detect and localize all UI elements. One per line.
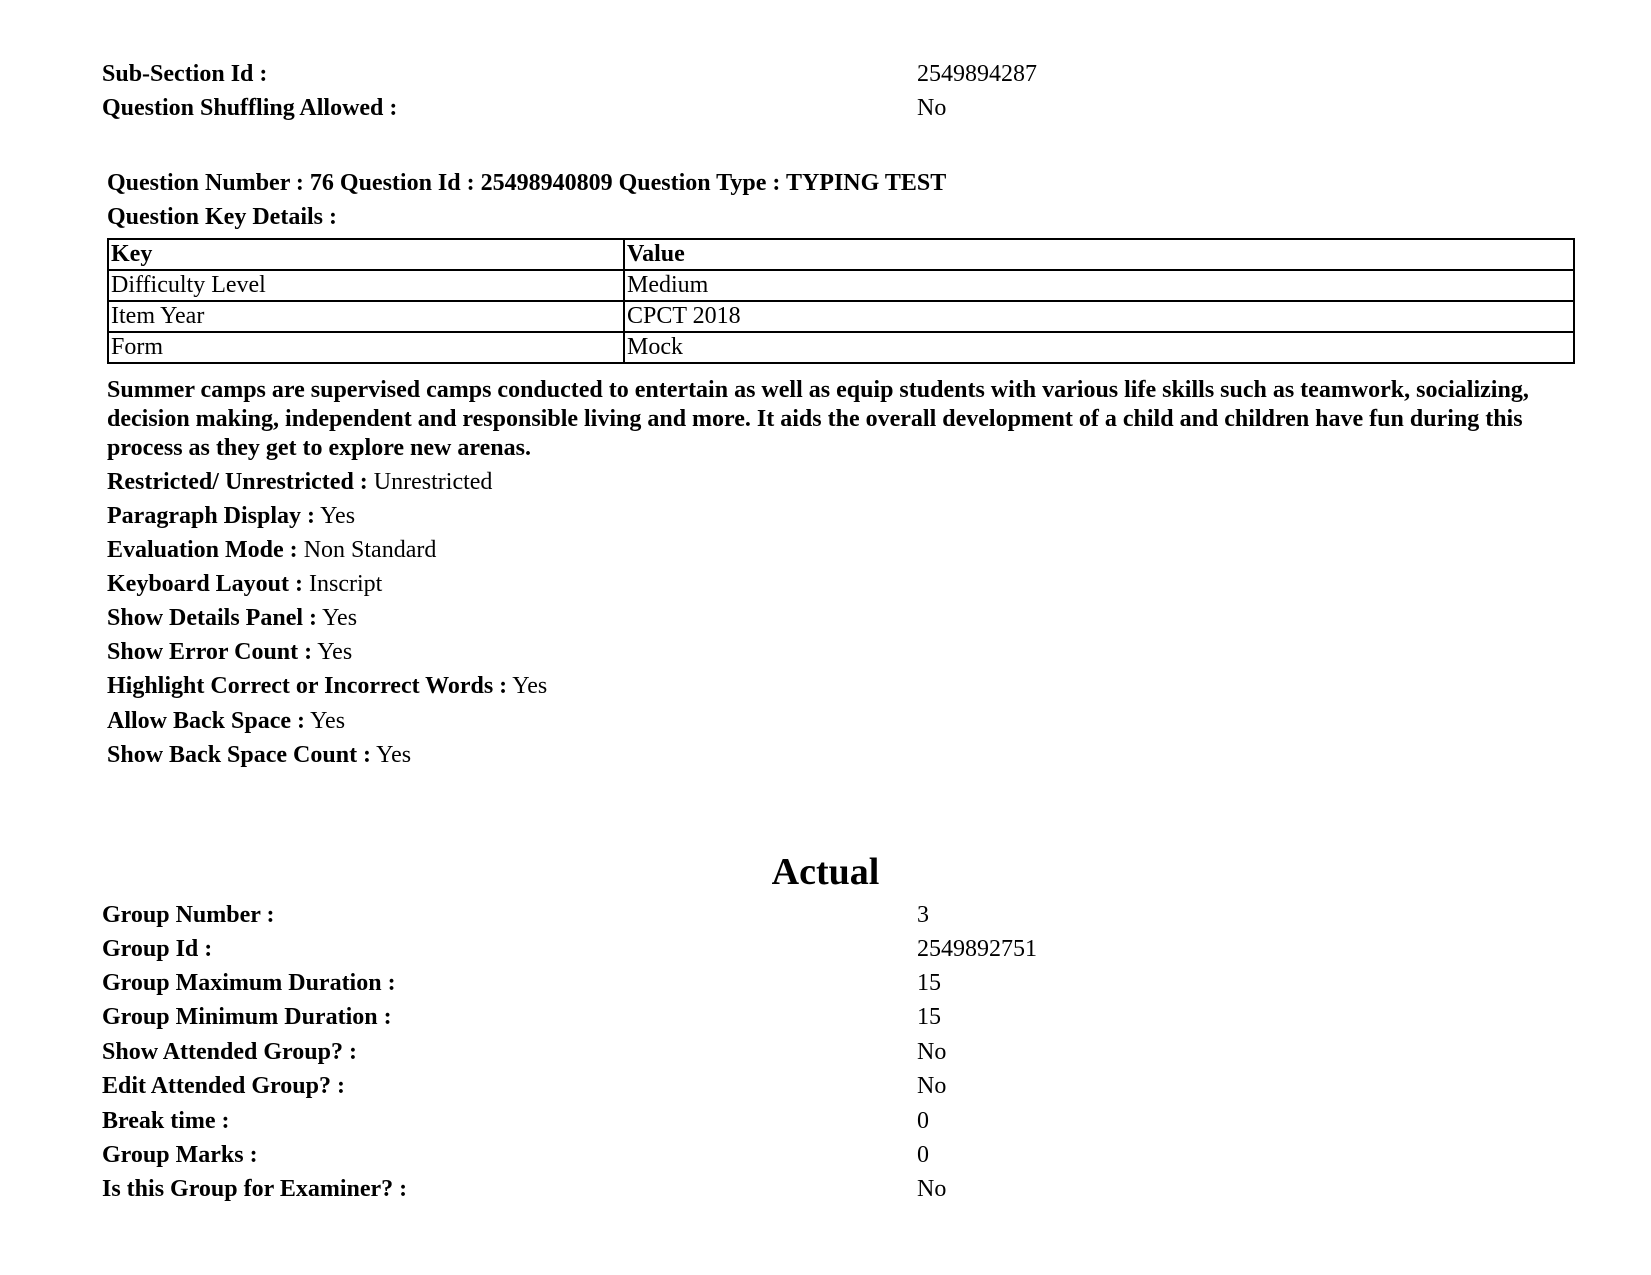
table-cell-key: Form — [108, 332, 624, 363]
field-value: 15 — [917, 1004, 941, 1030]
field-label: Show Attended Group? : — [102, 1039, 357, 1065]
attribute-label: Show Details Panel : — [107, 605, 317, 631]
field-label: Is this Group for Examiner? : — [102, 1176, 408, 1202]
attribute-label: Allow Back Space : — [107, 708, 305, 734]
field-value: No — [917, 95, 947, 121]
field-value: No — [917, 1073, 947, 1099]
subsection-id-row — [102, 57, 1502, 91]
attribute-value: Yes — [317, 639, 353, 665]
table-header-row — [108, 239, 1574, 270]
attribute-row — [107, 601, 357, 635]
attribute-label: Restricted/ Unrestricted : — [107, 469, 368, 495]
attribute-label: Paragraph Display : — [107, 503, 316, 529]
attribute-value: Inscript — [309, 571, 383, 597]
attribute-row — [107, 704, 345, 738]
field-value: No — [917, 1039, 947, 1065]
field-value: 0 — [917, 1142, 929, 1168]
attribute-row — [107, 533, 436, 567]
question-key-table — [107, 238, 1575, 364]
attribute-row — [107, 465, 492, 499]
field-value: 0 — [917, 1108, 929, 1134]
table-header-value: Value — [624, 239, 1574, 270]
group-info-row — [102, 1138, 1502, 1172]
section-title: Actual — [771, 851, 880, 893]
group-info-row — [102, 1000, 1502, 1034]
field-label: Break time : — [102, 1108, 230, 1134]
attribute-row — [107, 669, 547, 703]
attribute-label: Keyboard Layout : — [107, 571, 304, 597]
table-row — [108, 301, 1574, 332]
attribute-row — [107, 635, 352, 669]
field-label: Group Number : — [102, 902, 275, 928]
table-header-key: Key — [108, 239, 624, 270]
attribute-value: Yes — [376, 742, 412, 768]
field-label: Group Maximum Duration : — [102, 970, 396, 996]
field-value: 2549894287 — [917, 61, 1037, 87]
question-shuffling-row — [102, 91, 1502, 125]
field-label: Sub-Section Id : — [102, 61, 268, 87]
attribute-label: Highlight Correct or Incorrect Words : — [107, 673, 508, 699]
table-cell-key: Difficulty Level — [108, 270, 624, 301]
field-value: 15 — [917, 970, 941, 996]
group-info-row — [102, 966, 1502, 1000]
typing-passage: Summer camps are supervised camps conducted to entertain as well as equip students with various life skills such as teamwork, socializing, decision making, independent and responsible living and more. It aids the overall development of a child and children have fun during this process as they get to explore new arenas. — [107, 377, 1529, 461]
field-label: Edit Attended Group? : — [102, 1073, 345, 1099]
field-label: Group Id : — [102, 936, 213, 962]
attribute-value: Unrestricted — [373, 469, 493, 495]
group-info-row — [102, 932, 1502, 966]
attribute-row — [107, 567, 382, 601]
attribute-label: Show Back Space Count : — [107, 742, 372, 768]
table-row — [108, 270, 1574, 301]
question-key-details-label: Question Key Details : — [107, 204, 337, 230]
field-value: 2549892751 — [917, 936, 1037, 962]
attribute-value: Yes — [322, 605, 358, 631]
attribute-row — [107, 499, 355, 533]
table-cell-value: CPCT 2018 — [624, 301, 1574, 332]
table-cell-key: Item Year — [108, 301, 624, 332]
attribute-row — [107, 738, 411, 772]
attribute-value: Yes — [320, 503, 356, 529]
attribute-value: Non Standard — [303, 537, 437, 563]
table-row — [108, 332, 1574, 363]
group-info-row — [102, 1069, 1502, 1103]
field-label: Question Shuffling Allowed : — [102, 95, 398, 121]
field-value: No — [917, 1176, 947, 1202]
table-cell-value: Medium — [624, 270, 1574, 301]
attribute-value: Yes — [310, 708, 346, 734]
attribute-label: Evaluation Mode : — [107, 537, 298, 563]
group-info-row — [102, 1104, 1502, 1138]
table-cell-value: Mock — [624, 332, 1574, 363]
group-info-row — [102, 1172, 1502, 1206]
attribute-value: Yes — [512, 673, 548, 699]
field-label: Group Minimum Duration : — [102, 1004, 392, 1030]
group-info-row — [102, 1035, 1502, 1069]
attribute-label: Show Error Count : — [107, 639, 313, 665]
question-header: Question Number : 76 Question Id : 25498940809 Question Type : TYPING TEST — [107, 170, 947, 196]
field-value: 3 — [917, 902, 929, 928]
group-info-row — [102, 898, 1502, 932]
field-label: Group Marks : — [102, 1142, 258, 1168]
